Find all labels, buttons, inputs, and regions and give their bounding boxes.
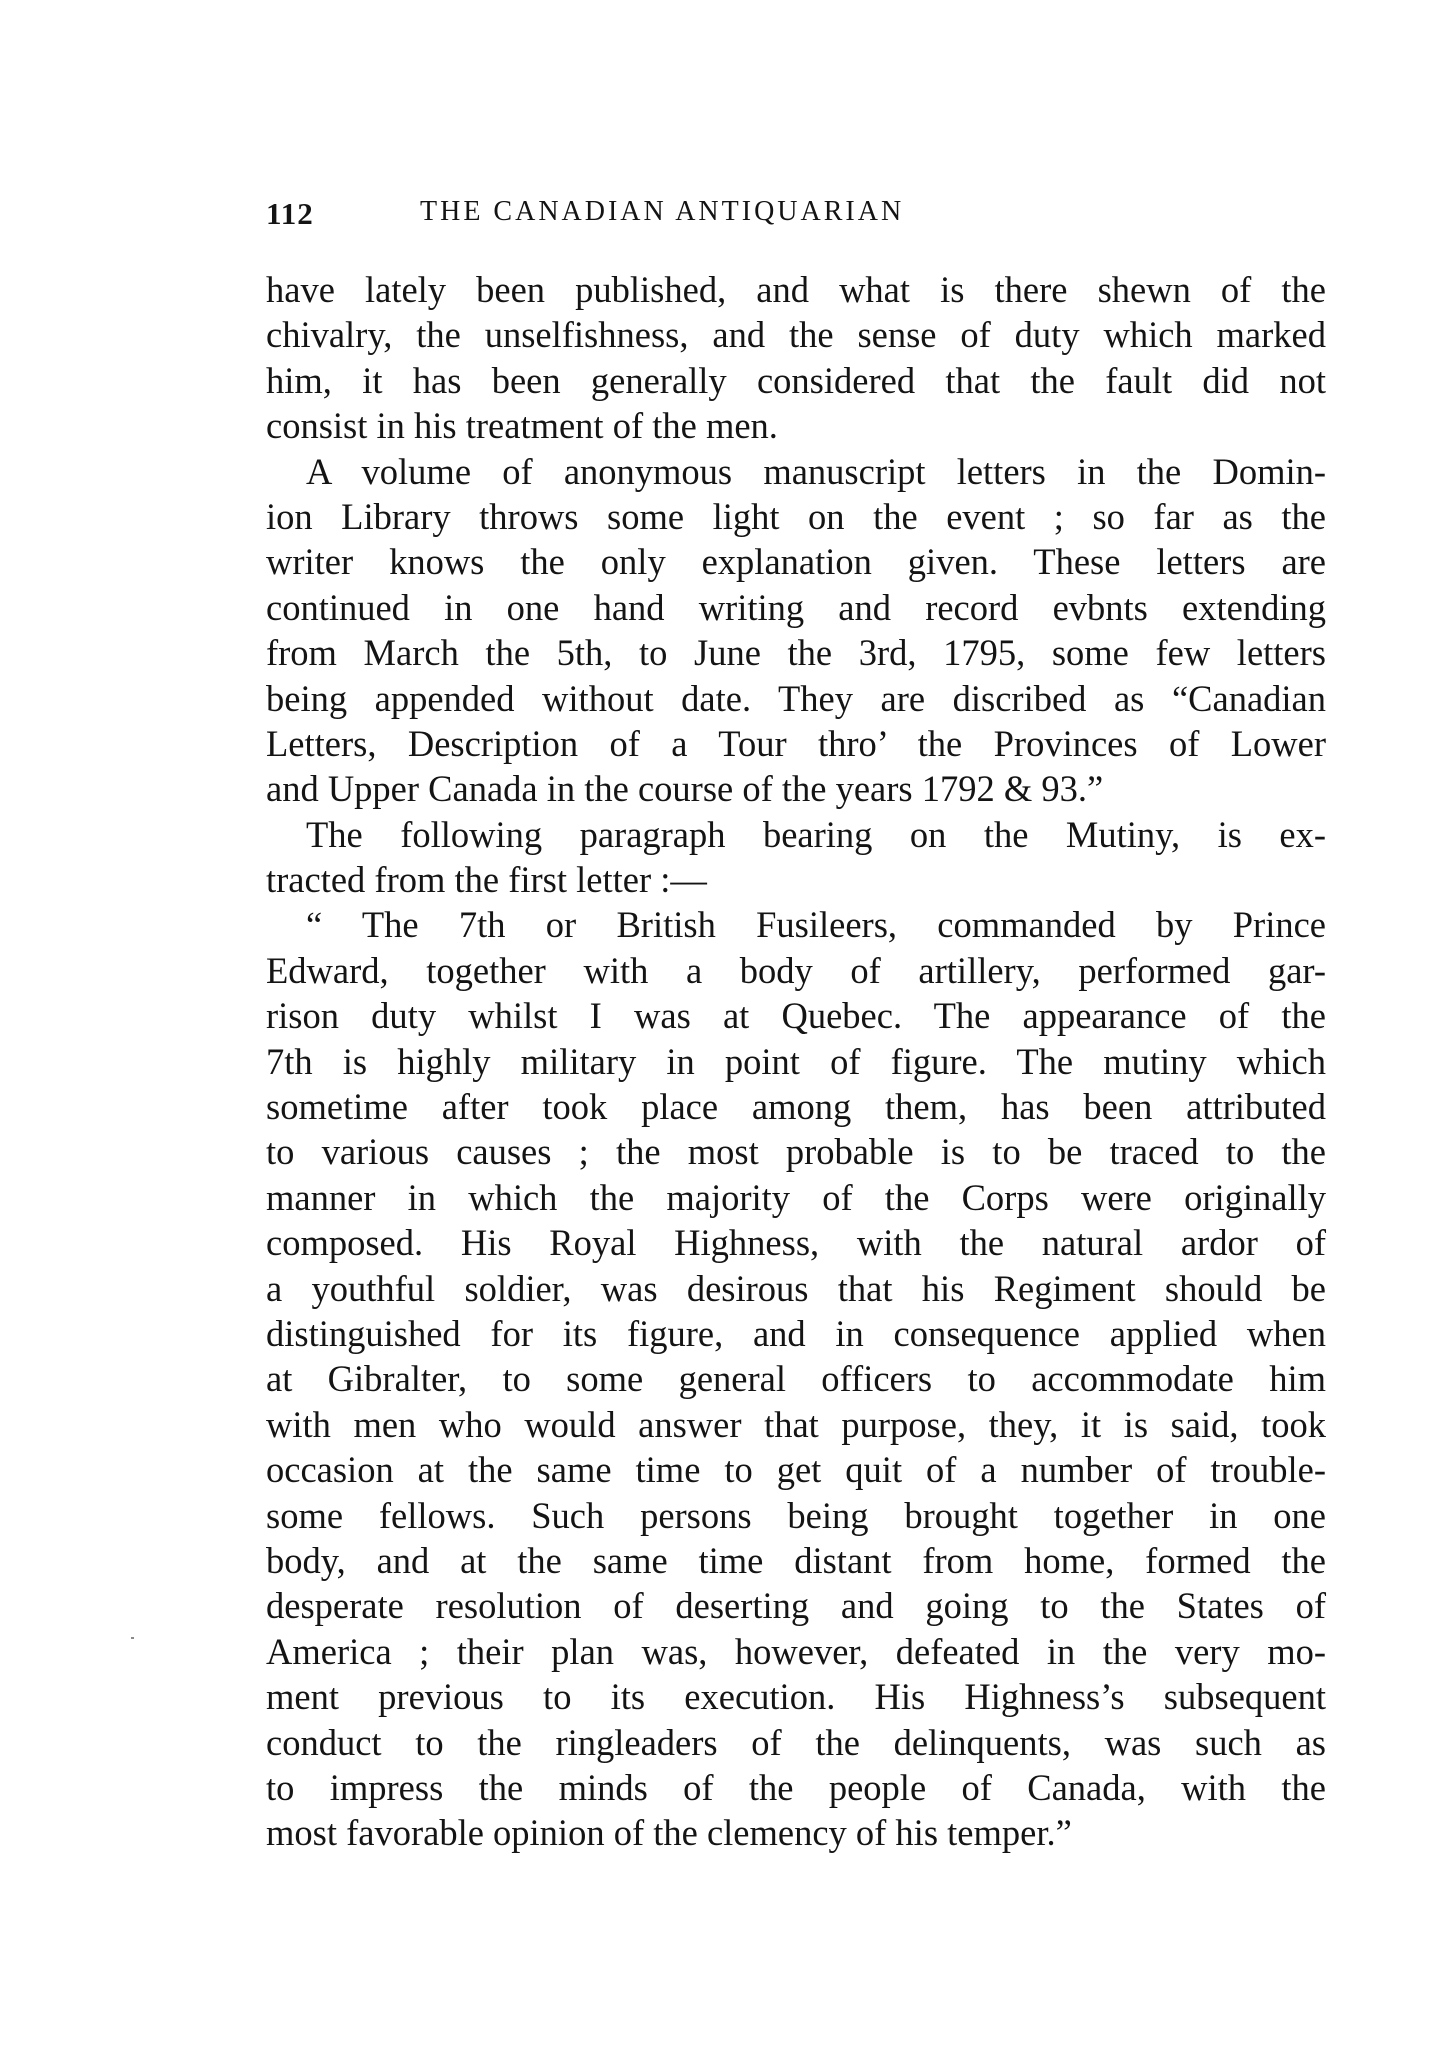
text-line: a youthful soldier, was desirous that his Regiment should be: [266, 1267, 1326, 1309]
text-line: being appended without date. They are discribed as “Canadian: [266, 677, 1326, 719]
text-line: ion Library throws some light on the event ; so far as the: [266, 495, 1326, 537]
text-line: continued in one hand writing and record evbnts extending: [266, 586, 1326, 628]
text-line: and Upper Canada in the course of the years 1792 & 93.”: [266, 768, 1104, 810]
text-line: desperate resolution of deserting and going to the States of: [266, 1585, 1326, 1627]
text-line: at Gibralter, to some general officers to accommodate him: [266, 1358, 1326, 1400]
paragraph: [266, 902, 1326, 1855]
running-head: [266, 196, 1326, 246]
text-line: from March the 5th, to June the 3rd, 1795, some few letters: [266, 632, 1326, 674]
text-line: A volume of anonymous manuscript letters in the Domin-: [306, 450, 1326, 492]
text-line: some fellows. Such persons being brought together in one: [266, 1494, 1326, 1536]
paragraph: [266, 812, 1326, 903]
text-line: ment previous to its execution. His Highness’s subsequent: [266, 1676, 1326, 1718]
text-line: The following paragraph bearing on the Mutiny, is ex-: [306, 813, 1326, 855]
text-line: with men who would answer that purpose, they, it is said, took: [266, 1403, 1326, 1445]
text-line: have lately been published, and what is there shewn of the: [266, 269, 1326, 310]
text-line: conduct to the ringleaders of the delinquents, was such as: [266, 1721, 1326, 1763]
paragraph: [266, 267, 1326, 449]
text-line: him, it has been generally considered that the fault did not: [266, 359, 1326, 401]
text-line: tracted from the first letter :—: [266, 859, 707, 901]
text-line: consist in his treatment of the men.: [266, 405, 778, 447]
text-line: sometime after took place among them, has been attributed: [266, 1086, 1326, 1128]
text-line: 7th is highly military in point of figure. The mutiny which: [266, 1040, 1326, 1082]
text-line: to impress the minds of the people of Canada, with the: [266, 1766, 1326, 1808]
text-line: Letters, Description of a Tour thro’ the Provinces of Lower: [266, 722, 1326, 764]
text-line: Edward, together with a body of artillery, performed gar-: [266, 949, 1326, 991]
text-line: most favorable opinion of the clemency of his temper.”: [266, 1812, 1072, 1854]
paragraph: [266, 449, 1326, 812]
text-line: to various causes ; the most probable is to be traced to the: [266, 1131, 1326, 1173]
body-text: [266, 267, 1326, 1856]
text-line: chivalry, the unselfishness, and the sense of duty which marked: [266, 314, 1326, 356]
text-line: distinguished for its figure, and in consequence applied when: [266, 1312, 1326, 1354]
text-line: body, and at the same time distant from home, formed the: [266, 1539, 1326, 1581]
page-number: 112: [266, 196, 314, 231]
text-line: composed. His Royal Highness, with the natural ardor of: [266, 1222, 1326, 1264]
text-line: writer knows the only explanation given. These letters are: [266, 541, 1326, 583]
margin-speck: [131, 1637, 134, 1639]
running-head-title: THE CANADIAN ANTIQUARIAN: [420, 196, 905, 227]
text-line: occasion at the same time to get quit of a number of trouble-: [266, 1449, 1326, 1491]
text-line: rison duty whilst I was at Quebec. The appearance of the: [266, 995, 1326, 1037]
text-line: “ The 7th or British Fusileers, commanded by Prince: [306, 904, 1326, 946]
text-line: America ; their plan was, however, defeated in the very mo-: [266, 1630, 1326, 1672]
text-line: manner in which the majority of the Corps were originally: [266, 1176, 1326, 1218]
